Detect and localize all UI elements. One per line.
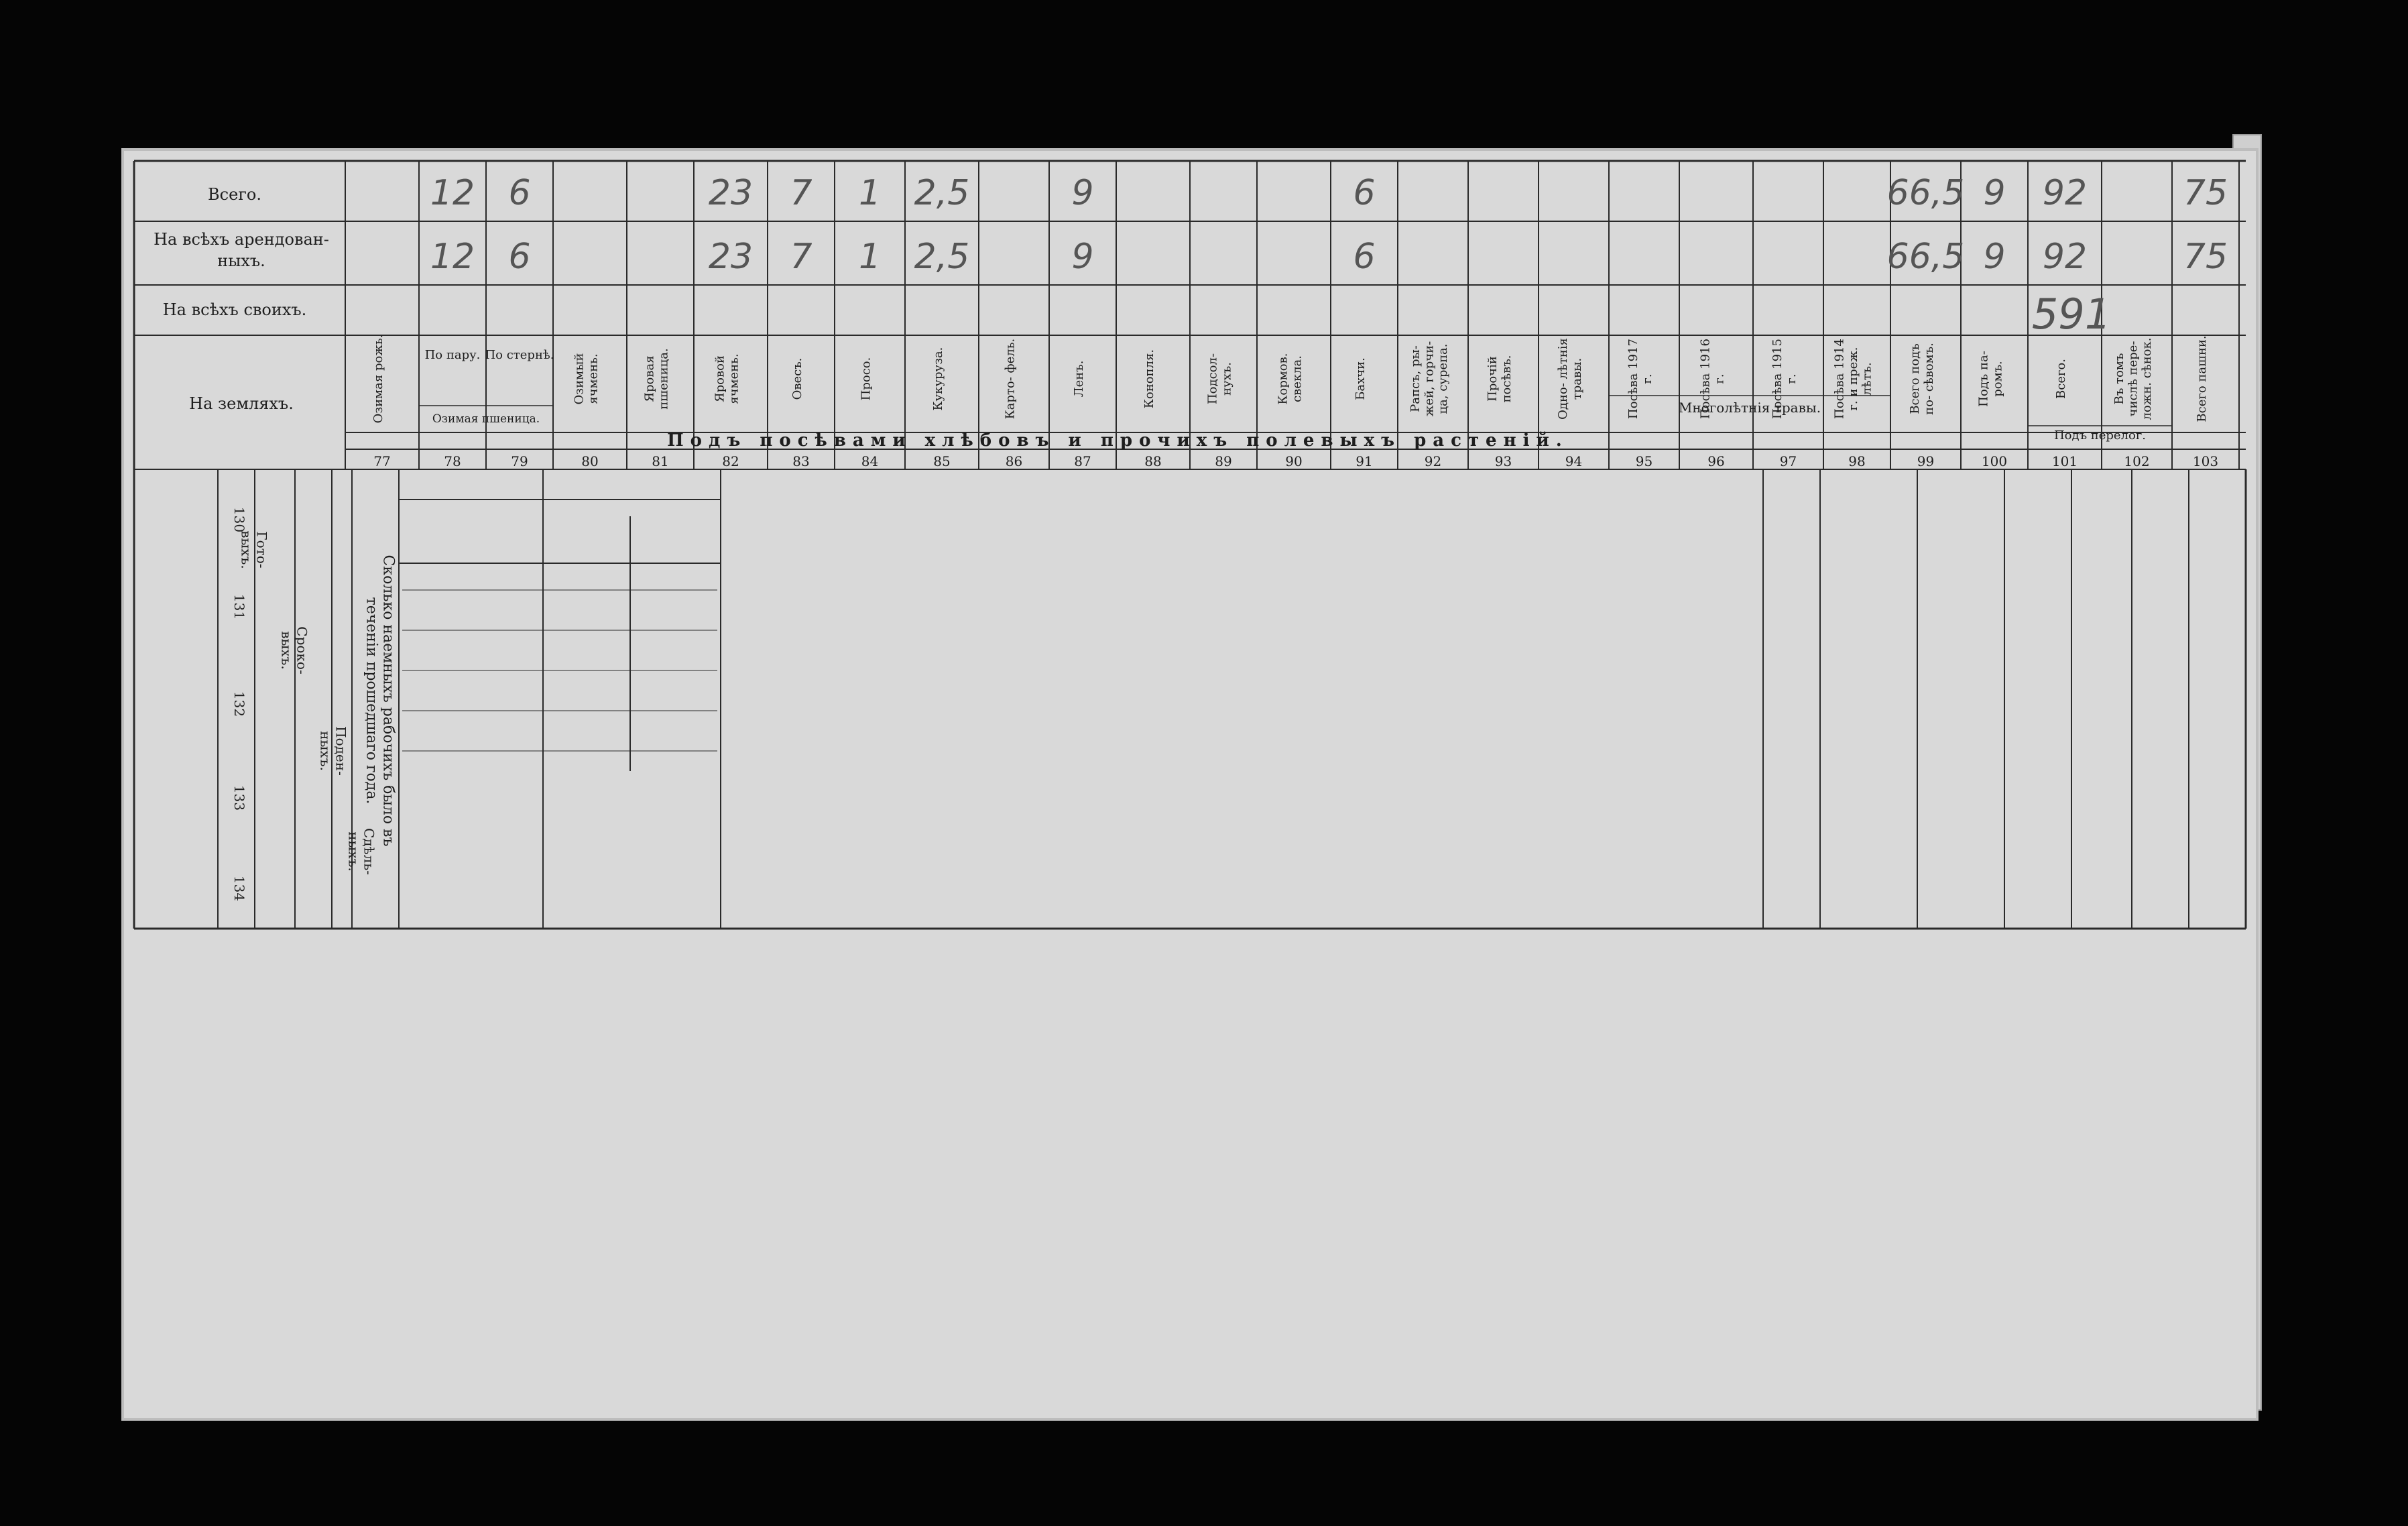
column-number-80: 80 [581, 453, 599, 469]
column-number-90: 90 [1285, 453, 1303, 469]
column-header-16 [1408, 341, 1450, 416]
label-line: числѣ пере- [2126, 341, 2141, 417]
label-line: Посѣва 1914 [1832, 339, 1847, 419]
label-line: ныхъ. [345, 831, 362, 872]
column-number-91: 91 [1356, 453, 1373, 469]
column-number-87: 87 [1074, 453, 1091, 469]
column-header-8 [859, 357, 874, 401]
column-number-96: 96 [1707, 453, 1725, 469]
handwritten-arend: 1 [858, 237, 882, 277]
handwritten-vsego: 2,5 [914, 173, 970, 213]
handwritten-arend: 75 [2183, 237, 2228, 277]
column-header-19 [1626, 339, 1654, 419]
label-line: Озимая рожь. [371, 334, 385, 424]
label-line: Сдѣль- [361, 827, 377, 876]
handwritten-vsego: 75 [2183, 173, 2228, 213]
handwritten-vsego: 6 [1353, 173, 1376, 213]
label-line: Гото- [253, 531, 270, 569]
label-line: свекла. [1290, 355, 1305, 403]
column-number-88: 88 [1144, 453, 1162, 469]
label-line: выхъ. [278, 631, 295, 670]
worker-type-4 [346, 828, 377, 875]
column-number-98: 98 [1848, 453, 1866, 469]
label-line: Конопля. [1142, 349, 1156, 409]
column-header-17 [1486, 355, 1514, 402]
label-line: Посѣва 1915 [1770, 339, 1785, 419]
label-line: выхъ. [238, 530, 255, 569]
column-number-92: 92 [1424, 453, 1442, 469]
handwritten-vsego: 23 [708, 173, 754, 213]
group-mnogoletnie: Многолѣтнія травы. [1678, 400, 1821, 416]
worker-type-1 [239, 530, 270, 569]
group-ozimaya-pshenica: Озимая пшеница. [432, 412, 540, 426]
group-perelog: Подъ перелог. [2053, 428, 2147, 443]
label-line: По стернѣ. [485, 348, 554, 362]
handwritten-arend: 92 [2042, 237, 2088, 277]
banner-title: Подъ посѣвами хлѣбовъ и прочихъ полевыхъ растеній. [667, 430, 1569, 451]
handwritten-vsego: 66,5 [1886, 173, 1965, 213]
handwritten-vsego: 12 [430, 173, 475, 213]
column-header-12 [1142, 349, 1156, 408]
column-header-22 [1832, 339, 1874, 419]
column-header-25 [2054, 359, 2068, 399]
worker-number-134: 134 [231, 875, 247, 902]
label-line: Въ томъ [2112, 353, 2126, 405]
label-line: Подъ па- [1976, 351, 1991, 407]
label-line: нухъ. [1219, 362, 1234, 396]
label-line: Яровая [642, 355, 657, 402]
column-header-4 [573, 353, 601, 405]
column-header-23 [1908, 343, 1936, 415]
label-line: ныхъ. [317, 731, 334, 771]
column-number-95: 95 [1635, 453, 1653, 469]
column-header-5 [643, 348, 671, 409]
label-line: Подсол- [1205, 353, 1220, 405]
column-header-18 [1556, 338, 1584, 420]
label-line: жей, горчи- [1422, 341, 1437, 417]
handwritten-vsego: 9 [1983, 173, 2006, 213]
label-line: Просо. [859, 357, 874, 401]
handwritten-arend: 23 [708, 237, 754, 277]
column-header-7 [790, 358, 804, 400]
label-line: Сроко- [294, 626, 310, 674]
column-number-101: 101 [2051, 453, 2078, 469]
column-header-6 [713, 353, 741, 404]
worker-type-2 [279, 626, 310, 674]
column-number-99: 99 [1917, 453, 1935, 469]
column-header-27 [2195, 335, 2209, 422]
column-header-10 [1004, 339, 1018, 419]
handwritten-vsego: 6 [508, 173, 531, 213]
column-number-93: 93 [1494, 453, 1512, 469]
column-number-84: 84 [861, 453, 879, 469]
row-label-zemlyah: На земляхъ. [189, 394, 294, 413]
label-line: Подeн- [333, 726, 349, 776]
label-line: ячмень. [727, 353, 741, 404]
label-line: ца, сурепа. [1436, 343, 1451, 414]
column-number-77: 77 [373, 453, 391, 469]
column-number-97: 97 [1779, 453, 1797, 469]
label-line: Посѣва 1916 [1698, 339, 1713, 419]
column-header-1 [371, 335, 385, 424]
column-number-100: 100 [1981, 453, 2008, 469]
label-line: г. [1712, 373, 1727, 384]
label-line: Всего пашни. [2195, 335, 2209, 422]
row-label-vsego: Всего. [208, 185, 261, 204]
label-line: теченіи прошедшаго года. [363, 597, 380, 805]
column-header-14 [1276, 353, 1305, 405]
label-line: Одно- лѣтнія [1556, 338, 1571, 420]
column-header-2 [425, 348, 481, 362]
handwritten-vsego: 1 [858, 173, 882, 213]
label-line: г. и преж. [1846, 347, 1860, 411]
label-line: Яровой [713, 355, 727, 402]
row-label-arend2: ныхъ. [217, 251, 265, 270]
label-line: ромъ. [1990, 361, 2005, 397]
column-header-3 [485, 348, 554, 362]
worker-number-130: 130 [231, 506, 247, 533]
label-line: ячмень. [586, 353, 601, 404]
worker-number-132: 132 [231, 691, 247, 717]
label-line: Кукуруза. [931, 347, 945, 411]
handwritten-svoih: 591 [2031, 290, 2112, 339]
handwritten-arend: 12 [430, 237, 475, 277]
handwritten-arend: 9 [1983, 237, 2006, 277]
label-line: Ленъ. [1072, 360, 1086, 398]
label-line: лѣтъ. [1860, 362, 1874, 396]
row-label-arend: На всѣхъ арендован- [154, 230, 329, 249]
label-line: Всего подъ [1908, 343, 1923, 414]
column-header-9 [931, 347, 945, 411]
label-line: по- сѣвомъ. [1921, 343, 1936, 415]
handwritten-vsego: 92 [2042, 173, 2088, 213]
row-label-svoih: На всѣхъ своихъ. [162, 300, 307, 319]
label-line: г. [1784, 373, 1799, 384]
label-line: Овесъ. [790, 357, 804, 400]
column-number-79: 79 [511, 453, 528, 469]
label-line: Рапсъ, ры- [1408, 345, 1423, 412]
label-line: Кормов. [1276, 353, 1290, 405]
column-number-86: 86 [1005, 453, 1023, 469]
worker-type-3 [318, 726, 349, 776]
label-line: Карто- фель. [1003, 338, 1018, 420]
label-line: Сколько наемныхъ рабочихъ было въ [379, 554, 397, 847]
column-header-13 [1206, 353, 1234, 404]
handwritten-arend: 2,5 [914, 237, 970, 277]
handwritten-arend: 66,5 [1886, 237, 1965, 277]
column-number-81: 81 [652, 453, 669, 469]
column-number-89: 89 [1215, 453, 1232, 469]
label-line: посѣвъ. [1499, 355, 1514, 403]
worker-number-131: 131 [231, 593, 247, 620]
column-header-26 [2112, 337, 2154, 420]
label-line: травы. [1569, 357, 1584, 400]
handwritten-vsego: 7 [790, 173, 812, 213]
handwritten-arend: 7 [790, 237, 812, 277]
column-header-24 [1977, 351, 2005, 407]
handwritten-arend: 6 [508, 237, 531, 277]
column-header-11 [1072, 361, 1086, 398]
label-line: Посѣва 1917 [1626, 339, 1641, 419]
handwritten-arend: 6 [1353, 237, 1376, 277]
column-header-15 [1353, 357, 1368, 400]
label-line: пшеница. [656, 348, 671, 410]
column-number-82: 82 [722, 453, 739, 469]
label-line: г. [1640, 373, 1654, 384]
hired-workers-vertical [363, 555, 396, 847]
column-number-83: 83 [792, 453, 810, 469]
column-number-103: 103 [2192, 453, 2219, 469]
label-line: Прочій [1486, 356, 1500, 402]
column-number-85: 85 [933, 453, 951, 469]
label-line: Бахчи. [1353, 357, 1368, 400]
column-number-102: 102 [2124, 453, 2150, 469]
label-line: Всего. [2054, 359, 2068, 399]
column-number-78: 78 [444, 453, 461, 469]
label-line: ложн. сѣнок. [2140, 337, 2155, 420]
label-line: По пару. [424, 348, 481, 362]
handwritten-vsego: 9 [1071, 173, 1094, 213]
label-line: Озимый [572, 353, 587, 405]
handwritten-arend: 9 [1071, 237, 1094, 277]
worker-number-133: 133 [231, 784, 247, 811]
column-number-94: 94 [1565, 453, 1583, 469]
